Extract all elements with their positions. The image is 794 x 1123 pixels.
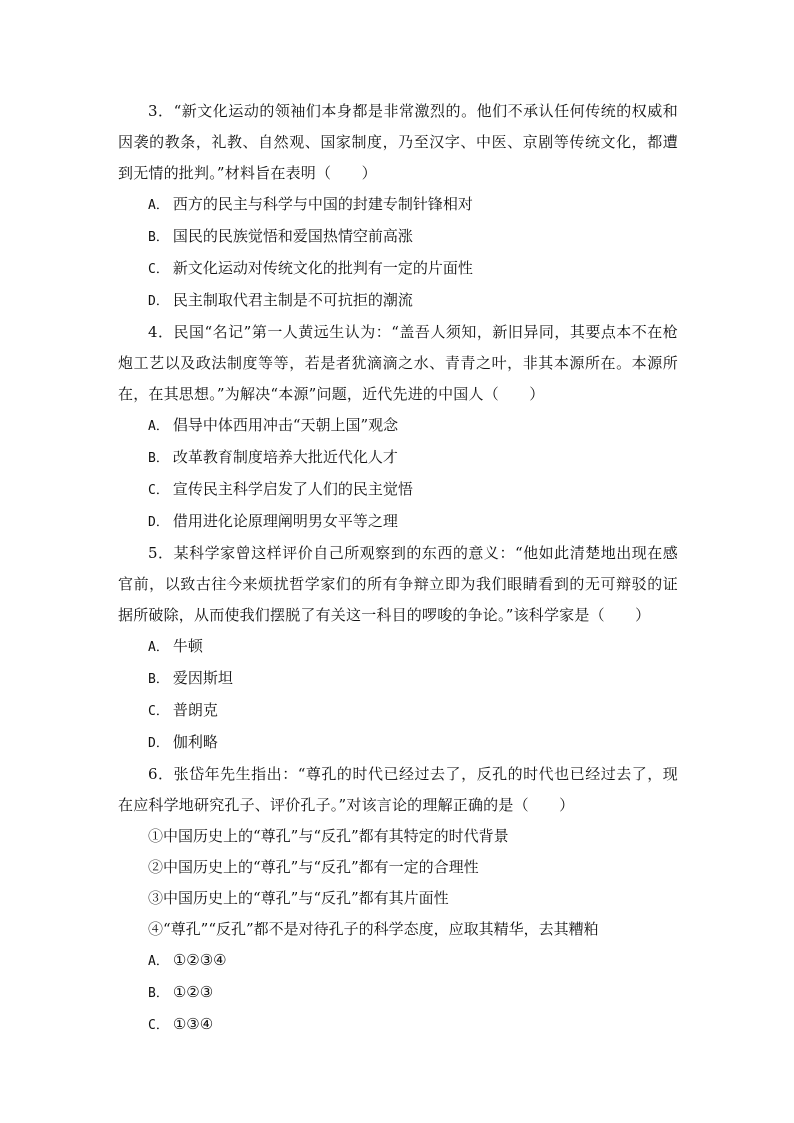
question-6-statement-4: ④“尊孔”“反孔”都不是对待孔子的科学态度，应取其精华，去其糟粕 xyxy=(148,920,599,938)
option-letter: B． xyxy=(148,672,169,687)
option-text: ①②③④ xyxy=(172,951,227,969)
option-letter: A． xyxy=(148,640,169,655)
option-letter: B． xyxy=(148,451,169,466)
option-letter: B． xyxy=(148,986,169,1001)
question-4-option-b[interactable] xyxy=(118,442,678,474)
option-letter: D． xyxy=(148,515,169,530)
question-5-stem: 5．某科学家曾这样评价自己所观察到的东西的意义：“他如此清楚地出现在感官前，以致古往今来烦扰哲学家们的所有争辩立即为我们眼睛看到的无可辩驳的证据所破除，从而使我们摆脱了有关这一科目的啰唆的争论。”该科学家是（ ） xyxy=(118,544,678,624)
question-6-option-b[interactable] xyxy=(118,977,678,1009)
option-letter: D． xyxy=(148,736,169,751)
option-letter: A． xyxy=(148,419,169,434)
question-list xyxy=(118,96,678,1041)
option-letter: C． xyxy=(148,483,169,498)
question-5-option-d[interactable] xyxy=(118,727,678,759)
question-3-option-b[interactable] xyxy=(118,221,678,253)
option-text: 借用进化论原理阐明男女平等之理 xyxy=(172,512,398,530)
option-letter: C． xyxy=(148,704,169,719)
option-text: ①③④ xyxy=(172,1015,214,1033)
option-text: 民主制取代君主制是不可抗拒的潮流 xyxy=(172,291,413,309)
question-3-option-c[interactable] xyxy=(118,253,678,285)
question-4-option-d[interactable] xyxy=(118,506,678,538)
question-4-option-a[interactable] xyxy=(118,410,678,442)
option-text: 牛顿 xyxy=(172,637,203,655)
option-letter: B． xyxy=(148,230,169,245)
question-6-option-a[interactable] xyxy=(118,945,678,977)
question-3-option-a[interactable] xyxy=(118,189,678,221)
option-letter: D． xyxy=(148,294,169,309)
option-letter: C． xyxy=(148,262,169,277)
question-3-option-d[interactable] xyxy=(118,285,678,317)
option-text: 西方的民主与科学与中国的封建专制针锋相对 xyxy=(172,195,473,213)
option-letter: C． xyxy=(148,1018,169,1033)
option-letter: A． xyxy=(148,954,169,969)
question-4 xyxy=(118,317,678,538)
option-text: 倡导中体西用冲击“天朝上国”观念 xyxy=(172,416,399,434)
option-text: 改革教育制度培养大批近代化人才 xyxy=(172,448,398,466)
option-text: 国民的民族觉悟和爱国热情空前高涨 xyxy=(172,227,413,245)
option-text: 爱因斯坦 xyxy=(172,669,233,687)
option-text: 新文化运动对传统文化的批判有一定的片面性 xyxy=(172,259,473,277)
question-6-statement-3: ③中国历史上的“尊孔”与“反孔”都有其片面性 xyxy=(148,889,449,907)
question-6-stem: 6．张岱年先生指出：“尊孔的时代已经过去了，反孔的时代也已经过去了，现在应科学地研究孔子、评价孔子。”对该言论的理解正确的是（ ） xyxy=(118,765,678,814)
option-text: 宣传民主科学启发了人们的民主觉悟 xyxy=(172,480,413,498)
question-4-stem: 4．民国“名记”第一人黄远生认为：“盖吾人须知，新旧异同，其要点本不在枪炮工艺以及政法制度等等，若是者犹滴滴之水、青青之叶，非其本源所在。本源所在，在其思想。”为解决“本源”问题，近代先进的中国人（ ） xyxy=(118,323,678,403)
question-3 xyxy=(118,96,678,317)
question-5-option-a[interactable] xyxy=(118,631,678,663)
question-5 xyxy=(118,538,678,759)
question-6 xyxy=(118,759,678,1041)
question-6-option-c[interactable] xyxy=(118,1009,678,1041)
question-5-option-c[interactable] xyxy=(118,695,678,727)
question-6-statement-1: ①中国历史上的“尊孔”与“反孔”都有其特定的时代背景 xyxy=(148,827,509,845)
question-4-option-c[interactable] xyxy=(118,474,678,506)
option-text: ①②③ xyxy=(172,983,214,1001)
option-letter: A． xyxy=(148,198,169,213)
option-text: 伽利略 xyxy=(172,733,218,751)
question-3-stem: 3．“新文化运动的领袖们本身都是非常激烈的。他们不承认任何传统的权威和因袭的教条，礼教、自然观、国家制度，乃至汉字、中医、京剧等传统文化，都遭到无情的批判。”材料旨在表明（ ） xyxy=(118,102,678,182)
question-5-option-b[interactable] xyxy=(118,663,678,695)
option-text: 普朗克 xyxy=(172,701,218,719)
question-6-statement-2: ②中国历史上的“尊孔”与“反孔”都有一定的合理性 xyxy=(148,858,479,876)
